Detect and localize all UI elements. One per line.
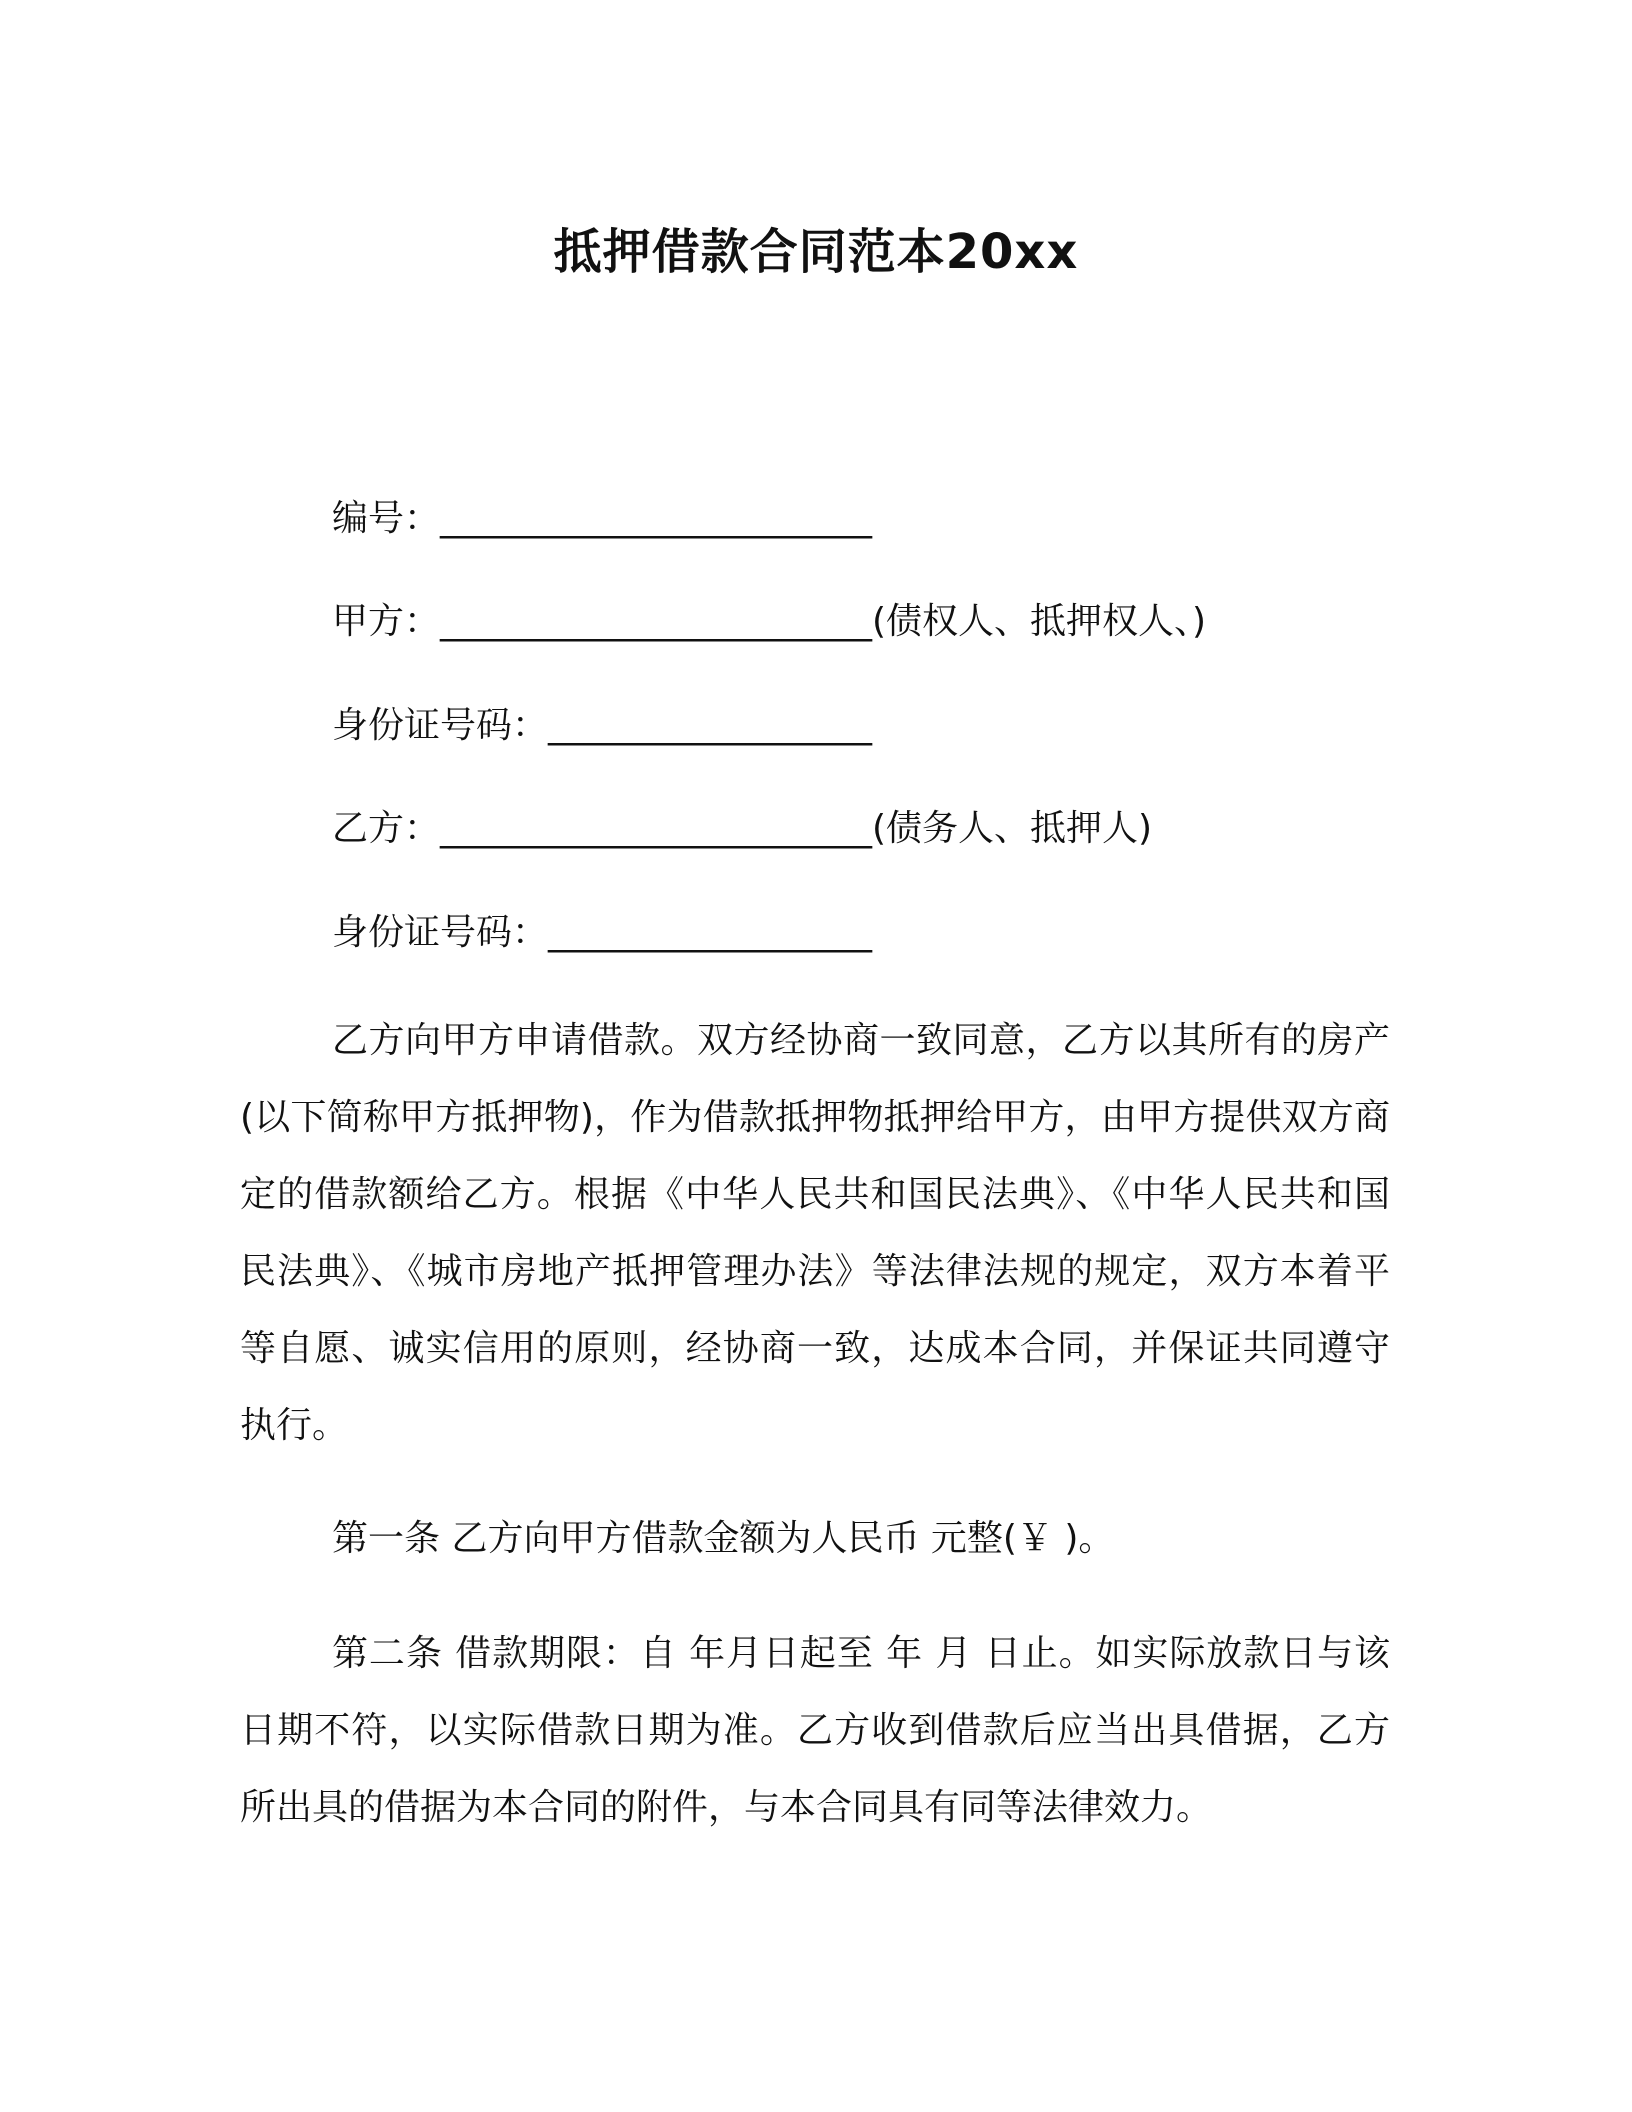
field-blank: __________________ xyxy=(548,705,873,746)
field-party-b-id xyxy=(332,908,872,958)
field-blank: ________________________ xyxy=(440,601,873,642)
document-title: 抵押借款合同范本20xx xyxy=(553,224,1079,280)
field-blank: ________________________ xyxy=(440,498,873,539)
paragraph-article-1: 第一条 乙方向甲方借款金额为人民币 元整(￥ )。 xyxy=(332,1518,1115,1559)
field-blank: __________________ xyxy=(548,912,873,953)
field-blank: ________________________ xyxy=(440,808,873,849)
field-note: (债权人、抵押权人、) xyxy=(872,601,1207,642)
field-label: 身份证号码： xyxy=(332,912,549,953)
field-label: 身份证号码： xyxy=(332,705,549,746)
field-party-a xyxy=(332,597,1206,647)
field-party-b xyxy=(332,804,1152,854)
field-contract-number xyxy=(332,494,872,544)
field-label: 甲方： xyxy=(332,601,441,642)
field-party-a-id xyxy=(332,701,872,751)
field-label: 乙方： xyxy=(332,808,441,849)
field-note: (债务人、抵押人) xyxy=(872,808,1153,849)
field-label: 编号： xyxy=(332,498,441,539)
paragraph-preamble: 乙方向甲方申请借款。双方经协商一致同意，乙方以其所有的房产(以下简称甲方抵押物)，作为借款抵押物抵押给甲方，由甲方提供双方商定的借款额给乙方。根据《中华人民共和国民法典》、《中华人民共和国民法典》、《城市房地产抵押管理办法》等法律法规的规定，双方本着平等自愿、诚实信用的原则，经协商一致，达成本合同，并保证共同遵守执行。 xyxy=(240,1020,1390,1446)
paragraph-article-2: 第二条 借款期限：自 年月日起至 年 月 日止。如实际放款日与该日期不符，以实际借款日期为准。乙方收到借款后应当出具借据，乙方所出具的借据为本合同的附件，与本合同具有同等法律效力。 xyxy=(240,1633,1390,1828)
